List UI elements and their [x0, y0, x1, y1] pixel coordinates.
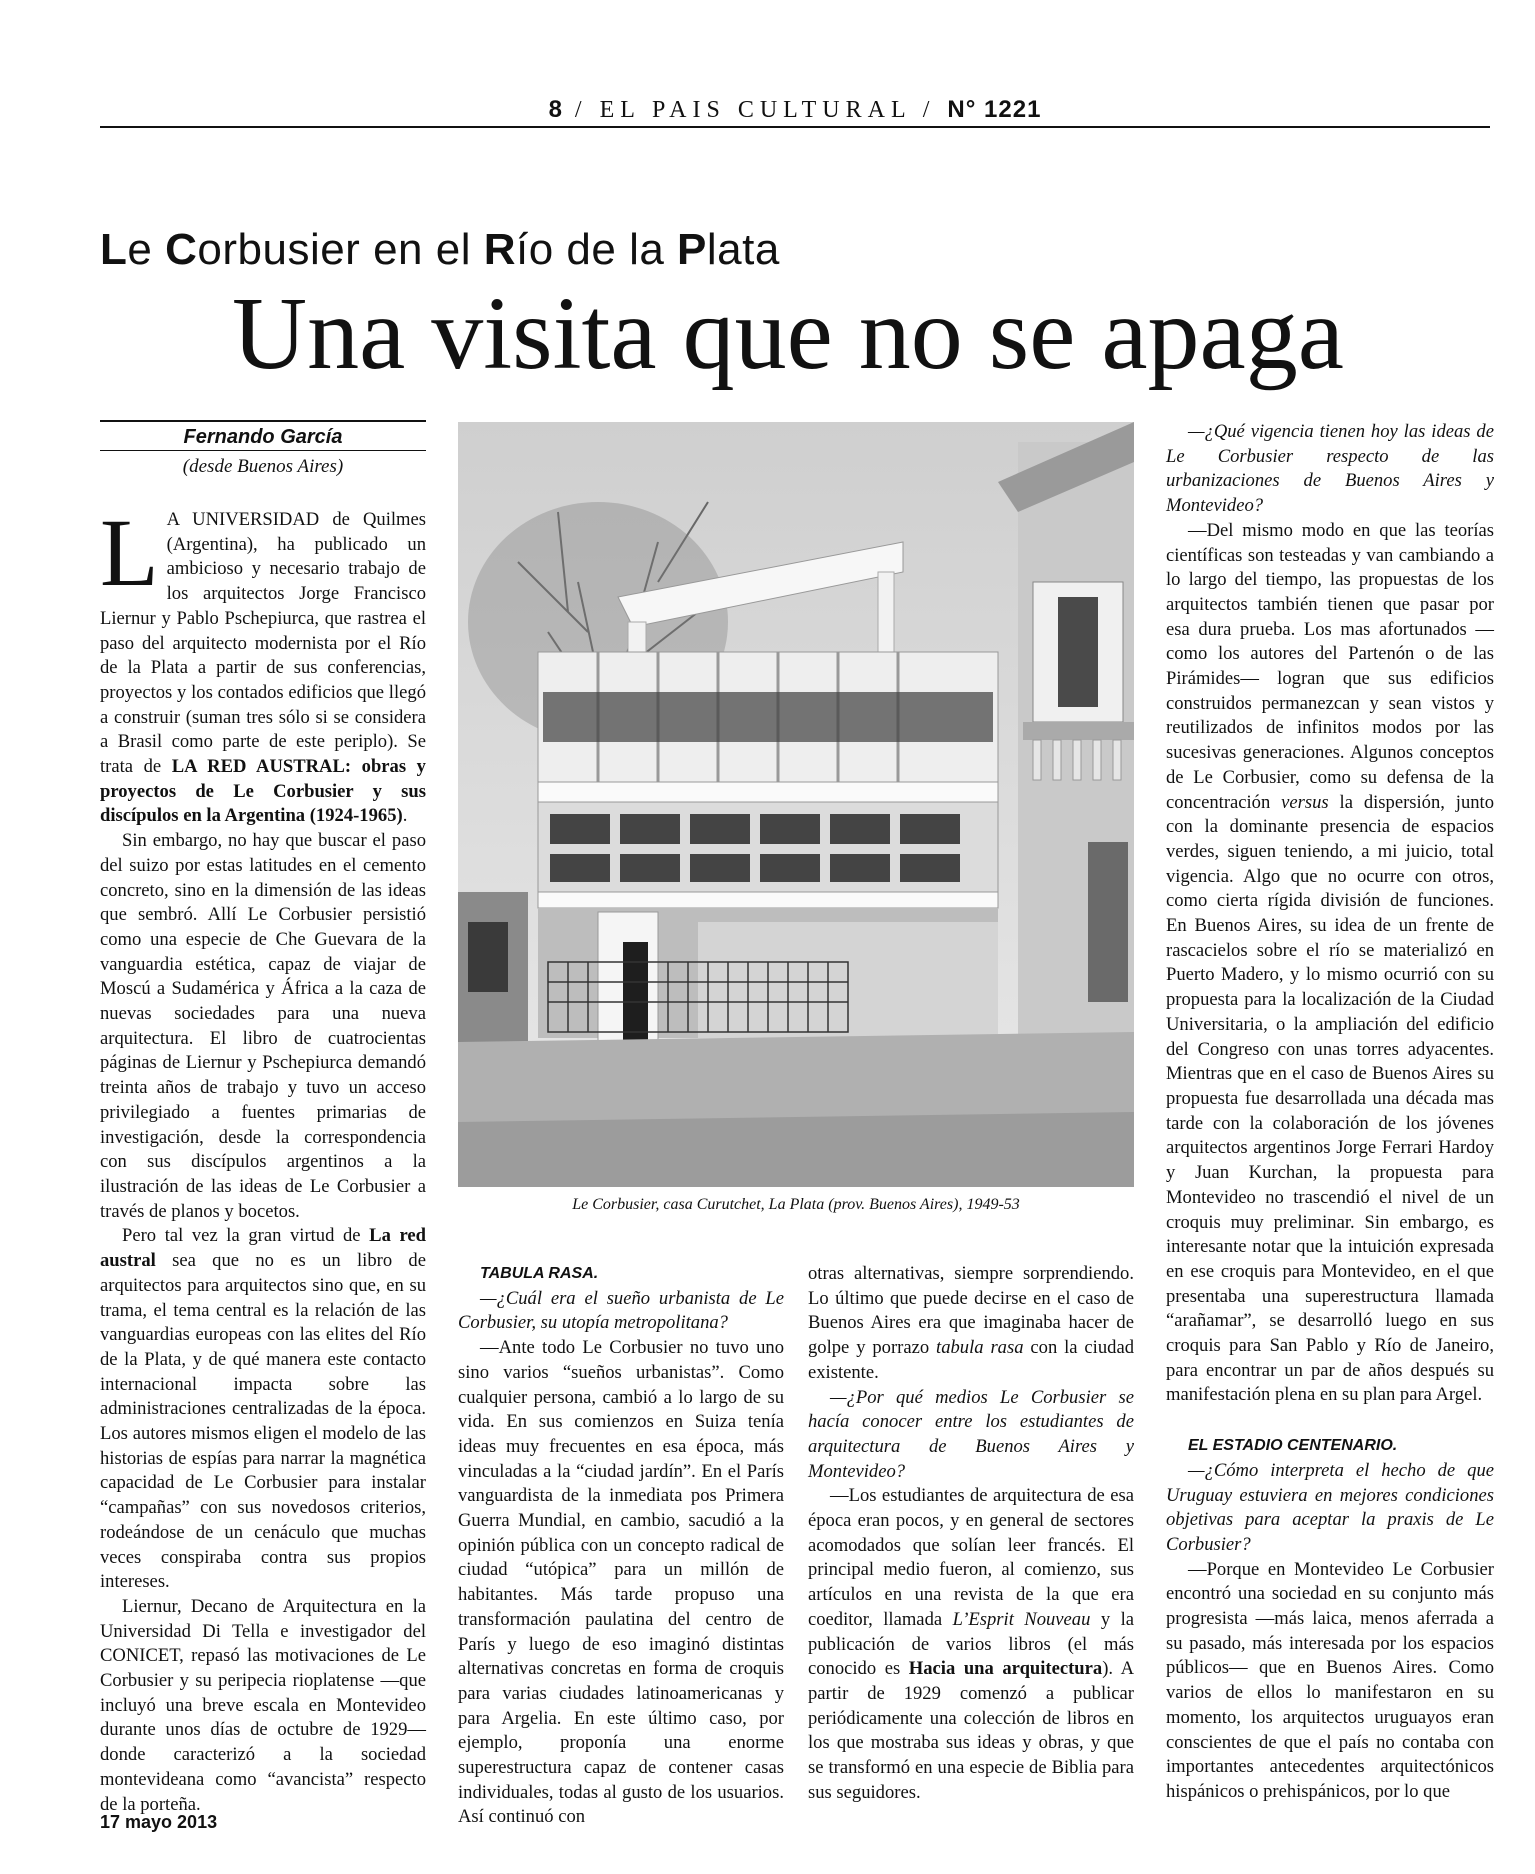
- byline-rule-top: [100, 420, 426, 422]
- paragraph: Pero tal vez la gran virtud de La red austral sea que no es un libro de arquitectos para arquitectos sino que, en su trama, el tema central es la relación de las vanguardias europeas con las elites del Río de la Plata, y de qué manera este contacto internacional impacta sobre las administraciones centralizadas de la época. Los autores mismos eligen el modelo de las historias de espías para narrar la magnética capacidad de Le Corbusier para instalar “campañas” con sus novedosos criterios, rodeándose de un cenáculo que muchas veces conspiraba contra sus propios intereses.: [100, 1225, 426, 1593]
- paragraph: Sin embargo, no hay que buscar el paso del suizo por estas latitudes en el cemento concreto, sino en la dimensión de las ideas que sembró. Allí Le Corbusier persistió como una especie de Che Guevara de la vanguardia estética, capaz de viajar de Moscú a Sudamérica y África a la caza de nuevas sociedades para una nueva arquitectura. El libro de cuatrocientas páginas de Liernur y Pschepiurca demandó treinta años de trabajo y tuvo un acceso privilegiado a fuentes primarias de investigación, desde la correspondencia con sus discípulos argentinos a la ilustración de las ideas de Le Corbusier a través de planos y bocetos.: [100, 830, 426, 1222]
- headline: Una visita que no se apaga: [232, 276, 1344, 391]
- interview-answer: otras alternativas, siempre sorprendiendo. Lo último que puede decirse en el caso de Buenos Aires era que imaginaba hacer de golpe y porrazo tabula rasa con la ciudad existente.: [808, 1263, 1134, 1383]
- section-subhead: TABULA RASA.: [480, 1265, 599, 1282]
- interview-question: —¿Cómo interpreta el hecho de que Uruguay estuviera en mejores condiciones objetivas para aceptar la praxis de Le Corbusier?: [1166, 1459, 1494, 1555]
- photo-caption: Le Corbusier, casa Curutchet, La Plata (prov. Buenos Aires), 1949-53: [572, 1196, 1020, 1213]
- header-separator: /: [574, 97, 588, 123]
- publication-name: EL PAIS CULTURAL: [599, 97, 911, 123]
- interview-answer: —Ante todo Le Corbusier no tuvo uno sino varios “sueños urbanistas”. Como cualquier persona, cambió a lo largo de su vida. En sus comienzos en Suiza tenía ideas muy frecuentes en esa época, más vinculadas a la “ciudad jardín”. En el París vanguardista de la inmediata pos Primera Guerra Mundial, en cambio, sacudió a la opinión pública con un concepto radical de ciudad “utópica” para un millón de habitantes. Más tarde propuso una transformación paulatina del centro de París y luego de eso imaginó distintas alternativas concretas en forma de croquis para varias ciudades latinoamericanas y para Argelia. En este último caso, por ejemplo, proponía una enorme superestructura capaz de contener casas individuales, todas al gusto de los usuarios. Así continuó con: [458, 1337, 784, 1828]
- section-subhead: EL ESTADIO CENTENARIO.: [1188, 1437, 1398, 1455]
- page-number: 8: [548, 96, 563, 123]
- issue-number: N° 1221: [947, 96, 1042, 123]
- byline-author: Fernando García: [183, 426, 343, 448]
- article-column-1: [100, 499, 426, 1817]
- interview-question: —¿Qué vigencia tienen hoy las ideas de Le Corbusier respecto de las urbanizaciones de Buenos Aires y Montevideo?: [1166, 421, 1494, 517]
- paragraph: L A UNIVERSIDAD de Quilmes (Argentina), ha publicado un ambicioso y necesario trabajo de los arquitectos Jorge Francisco Liernur y Pablo Pschepiurca, que rastrea el paso del arquitecto modernista por el Río de la Plata a partir de sus conferencias, proyectos y los contados edificios que llegó a construir (suman tres sólo si se considera a Brasil como parte de este periplo). Se trata de LA RED AUSTRAL: obras y proyectos de Le Corbusier y sus discípulos en la Argentina (1924-1965).: [100, 499, 426, 827]
- interview-question: —¿Por qué medios Le Corbusier se hacía conocer entre los estudiantes de arquitectura de Buenos Aires y Montevideo?: [808, 1386, 1134, 1482]
- interview-answer: —Los estudiantes de arquitectura de esa época eran pocos, y en general de sectores acomodados que solían leer francés. El principal medio fueron, al comienzo, sus artículos en una revista de la que era coeditor, llamada L’Esprit Nouveau y la publicación de varios libros (el más conocido es Hacia una arquitectura). A partir de 1929 comenzó a publicar periódicamente una colección de libros en los que mostraba sus ideas y obras, y que se transformó en una especie de Biblia para sus seguidores.: [808, 1485, 1135, 1803]
- interview-answer: —Del mismo modo en que las teorías científicas son testeadas y van cambiando a lo largo del tiempo, las propuestas de los arquitectos también tienen que pasar por esa dura prueba. Los mas afortunados —como los autores del Partenón o de las Pirámides— logran que sus edificios construidos permanezcan y sean vistos y reutilizados de infinitos modos por las sucesivas generaciones. Algunos conceptos de Le Corbusier, como su defensa de la concentración versus la dispersión, junto con la dominante presencia de espacios verdes, siguen teniendo, a mi juicio, total vigencia. Algo que no ocurre con otros, como cierta rígida división de funciones. En Buenos Aires, su idea de un frente de rascacielos sobre el río se materializó en Puerto Madero, y lo mismo ocurrió con su propuesta para la localización de la Ciudad Universitaria, o la ampliación del edificio del Congreso con unas torres adyacentes. Mientras que en el caso de Buenos Aires su propuesta fue desarrollada una década mas tarde con la colaboración de los jóvenes arquitectos argentinos Jorge Ferrari Hardoy y Juan Kurchan, la propuesta para Montevideo no trascendió el nivel de un croquis muy preliminar. Sin embargo, es interesante notar que la intuición expresada en ese croquis para Montevideo, en el que presentaba una superestructura llamada “arañamar”, se desarrolló luego en sus croquis para San Pablo y Río de Janeiro, para encontrar un par de años después su manifestación plena en su plan para Argel.: [1166, 519, 1495, 1406]
- article-column-4: [1166, 420, 1494, 1805]
- byline-dateline: (desde Buenos Aires): [182, 456, 344, 477]
- casa-curutchet-photo: [458, 422, 1134, 1187]
- interview-answer: —Porque en Montevideo Le Corbusier encontró una sociedad en su conjunto más progresista —más laica, menos aferrada a su pasado, más interesada por los espacios públicos— que en Buenos Aires. Como varios de ellos lo manifestaron en su momento, los arquitectos uruguayos eran conscientes de que el país no contaba con importantes antecedentes arquitectónicos hispánicos o prehispánicos, por lo que: [1166, 1558, 1494, 1802]
- issue-date: 17 mayo 2013: [100, 1812, 218, 1832]
- drop-cap: L: [100, 499, 159, 606]
- article-photo: [458, 422, 1134, 1187]
- kicker: Le Corbusier en el Río de la Plata: [100, 225, 780, 274]
- article-column-2: [458, 1262, 784, 1830]
- book-title: LA RED AUSTRAL: obras y proyectos de Le Corbusier y sus discípulos en la Argentina (1924-1965): [100, 756, 426, 827]
- book-title: La red austral: [100, 1225, 426, 1272]
- header-separator: /: [922, 97, 936, 123]
- page-header: [100, 96, 1490, 126]
- header-rule: [100, 126, 1490, 128]
- paragraph: Liernur, Decano de Arquitectura en la Universidad Di Tella e investigador del CONICET, repasó las motivaciones de Le Corbusier y su peripecia rioplatense —que incluyó una breve escala en Montevideo durante unos días de octubre de 1929— donde caracterizó a la sociedad montevideana como “avancista” respecto de la porteña.: [100, 1595, 426, 1815]
- byline-rule-bottom: [100, 450, 426, 451]
- interview-question: —¿Cuál era el sueño urbanista de Le Corbusier, su utopía metropolitana?: [458, 1287, 784, 1334]
- article-column-3: [808, 1262, 1134, 1805]
